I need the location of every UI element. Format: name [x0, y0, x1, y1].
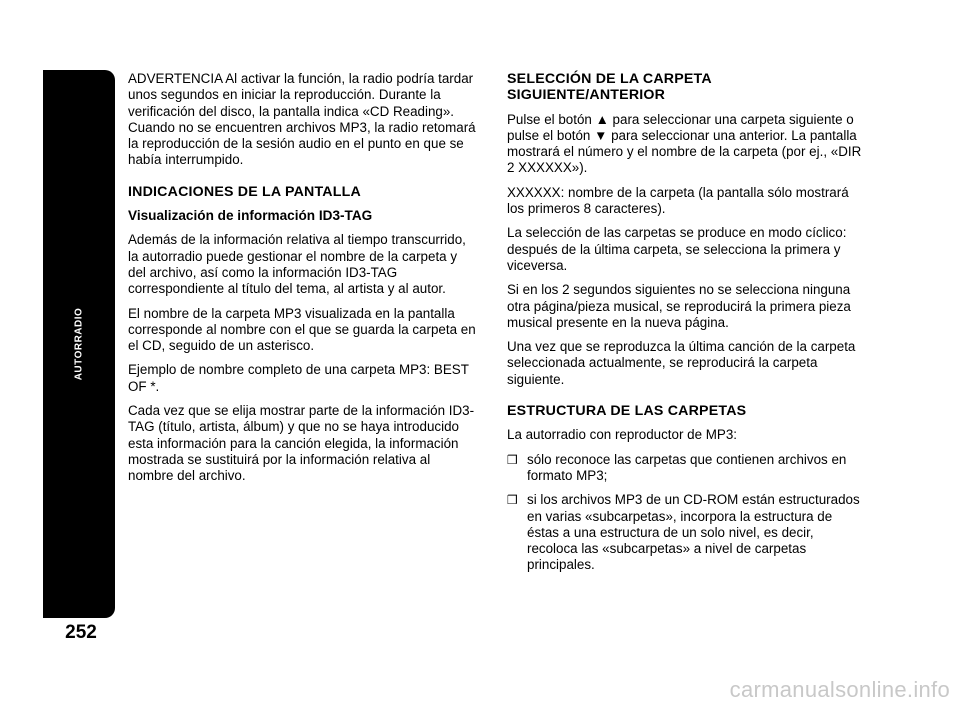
- paragraph: Cada vez que se elija mostrar parte de la información ID3-TAG (título, artista, álbum) y que no se haya introducido esta información para la canción elegida, la información mostrada se sustituirá por la información relativa al nombre del archivo.: [128, 403, 475, 484]
- paragraph: El nombre de la carpeta MP3 visualizada en la pantalla corresponde al nombre con el que se guarda la carpeta en el CD, seguido de un asterisco.: [128, 305, 476, 354]
- bullet-list: [507, 452, 867, 574]
- paragraph: Además de la información relativa al tiempo transcurrido, la autorradio puede gestionar el nombre de la carpeta y del archivo, así como la información ID3-TAG correspondiente al título del tema, al artista y al autor.: [128, 232, 466, 297]
- page-number: 252: [65, 622, 97, 643]
- section-label: AUTORRADIO: [73, 307, 85, 381]
- paragraph: La selección de las carpetas se produce en modo cíclico: después de la última carpeta, se selecciona la primera y viceversa.: [507, 225, 847, 273]
- id3-subheading: Visualización de información ID3-TAG: [128, 208, 373, 224]
- checkbox-bullet-icon: ❒: [507, 452, 518, 467]
- paragraph: La autorradio con reproductor de MP3:: [507, 427, 738, 443]
- paragraph: Ejemplo de nombre completo de una carpeta MP3: BEST OF *.: [128, 362, 469, 394]
- list-item-text: si los archivos MP3 de un CD-ROM están estructurados en varias «subcarpetas», incorpora la estructura de éstas a una estructura de un solo nivel, es decir, recoloca las «subcarpetas» a nivel de carpetas principales.: [527, 492, 860, 573]
- list-item-text: sólo reconoce las carpetas que contienen archivos en formato MP3;: [527, 451, 847, 483]
- checkbox-bullet-icon: ❒: [507, 493, 518, 508]
- left-column: [128, 71, 478, 493]
- display-heading: INDICACIONES DE LA PANTALLA: [128, 183, 361, 200]
- watermark: carmanualsonline.info: [729, 677, 950, 702]
- paragraph: Una vez que se reproduzca la última canción de la carpeta seleccionada actualmente, se reproducirá la carpeta siguiente.: [507, 339, 856, 387]
- right-column: [507, 71, 867, 582]
- folder-select-heading: SELECCIÓN DE LA CARPETA SIGUIENTE/ANTERIOR: [507, 71, 712, 104]
- list-item: [507, 492, 867, 573]
- folder-structure-heading: ESTRUCTURA DE LAS CARPETAS: [507, 403, 747, 420]
- warning-paragraph: ADVERTENCIA Al activar la función, la radio podría tardar unos segundos en iniciar la reproducción. Durante la verificación del disco, la pantalla indica «CD Reading». Cuando no se encuentren archivos MP3, la radio retomará la reproducción de la sesión audio en el punto en que se había interrumpido.: [128, 71, 476, 168]
- paragraph: XXXXXX: nombre de la carpeta (la pantalla sólo mostrará los primeros 8 caracteres).: [507, 184, 849, 217]
- paragraph: Pulse el botón ▲ para seleccionar una carpeta siguiente o pulse el botón ▼ para seleccionar una anterior. La pantalla mostrará el número y el nombre de la carpeta (por ej., «DIR 2 XXXXXX»).: [507, 111, 862, 176]
- list-item: [507, 452, 867, 485]
- paragraph: Si en los 2 segundos siguientes no se selecciona ninguna otra página/pieza musical, se reproducirá la primera pieza musical presente en la nueva página.: [507, 282, 851, 330]
